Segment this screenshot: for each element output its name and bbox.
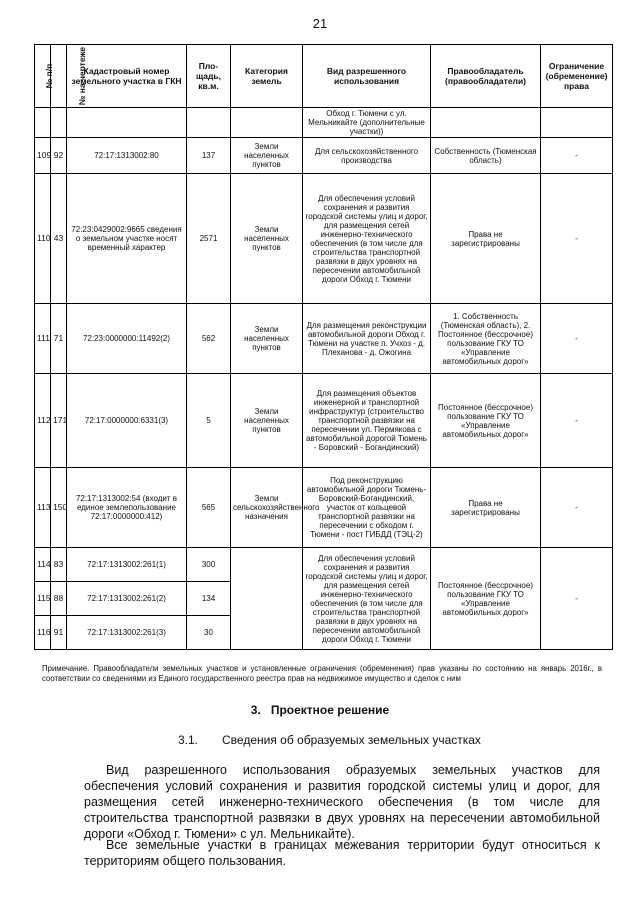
table-header-row — [35, 45, 613, 108]
subsection-heading — [178, 733, 481, 747]
continuation-text: Обход г. Тюмени с ул. Мельникайте (дополнительные участки)) — [303, 108, 431, 138]
table-row: 111 71 72:23:0000000:11492(2) 562 Земли населенных пунктов Для размещения реконструкции автомобильной дороги Обход г. Тюмени на участке п. Учхоз - д. Плеханова - д. Ожогина 1. Собственность (Тюменская область), 2. Постоянное (бессрочное) пользование ГКУ ТО «Управление автомобильных дорог» - — [35, 304, 613, 374]
table-row: 113 150 72:17:1313002:54 (входит в единое землепользование 72:17:0000000:412) 565 Земли сельскохозяйственного назначения Под реконструкцию автомобильной дороги Тюмень-Боровский-Богандинский, участок от кольцевой транспортной развязки на пересечении с обходом г. Тюмени - пост ГИБДД (ТЭЦ-2) Права не зарегистрированы - — [35, 468, 613, 548]
header-drawing: № на чертеже — [51, 45, 67, 108]
table-row: 115 88 72:17:1313002:261(2) 134 — [35, 582, 613, 616]
page-number: 21 — [312, 16, 328, 31]
header-use: Вид разрешенного использования — [303, 45, 431, 108]
section-number: 3. — [250, 703, 261, 717]
subsection-title: Сведения об образуемых земельных участках — [222, 733, 481, 747]
table-row: 114 83 72:17:1313002:261(1) 300 Для обеспечения условий сохранения и развития городской системы улиц и дорог, для размещения сетей инженерно-технического обеспечения (в том числе для строительства транспортной развязки в двух уровнях на пересечении автомобильной дороги Обход г. Тюмени Постоянное (бессрочное) пользование ГКУ ТО «Управление автомобильных дорог» - — [35, 548, 613, 582]
paragraph: Все земельные участки в границах межевания территории будут относиться к территориям общего пользования. — [84, 838, 600, 868]
table-note: Примечание. Правообладатели земельных участков и установленные ограничения (обременения) прав указаны по состоянию на январь 2016г., в соответствии со сведениями из Единого государственного реестра прав на недвижимое имущество и сделок с ним — [42, 664, 602, 683]
header-restriction: Ограничение (обременение) права — [541, 45, 613, 108]
section-heading — [0, 703, 640, 717]
paragraph: Вид разрешенного использования образуемых земельных участков для обеспечения условий сохранения и развития городской системы улиц и дорог, для размещения сетей инженерно-технического обеспечения (в том числе для строительства транспортной развязки в двух уровнях на пересечении автомобильной дороги «Обход г. Тюмени» с ул. Мельникайте). — [84, 763, 600, 841]
table-row: 110 43 72:23:0429002:9665 сведения о земельном участке носят временный характер 2571 Земли населенных пунктов Для обеспечения условий сохранения и развития городской системы улиц и дорог, для размещения сетей инженерно-технического обеспечения (в том числе для строительства транспортной развязки в двух уровнях на пересечении автомобильной дороги Обход г. Тюмени Права не зарегистрированы - — [35, 174, 613, 304]
header-area: Пло-щадь, кв.м. — [187, 45, 231, 108]
table-row: 116 91 72:17:1313002:261(3) 30 — [35, 616, 613, 650]
header-category: Категория земель — [231, 45, 303, 108]
section-title: Проектное решение — [270, 703, 390, 717]
header-num: № п/п — [35, 45, 51, 108]
subsection-number: 3.1. — [178, 733, 199, 747]
land-plots-table — [34, 44, 613, 650]
table-row: 112 171 72:17:0000000:6331(3) 5 Земли населенных пунктов Для размещения объектов инженерной и транспортной инфраструктур (строительство транспортной развязки на пересечении ул. Пермякова с автомобильной дорогой Тюмень - Боровский - Богандинский) Постоянное (бессрочное) пользование ГКУ ТО «Управление автомобильных дорог» - — [35, 374, 613, 468]
header-owner: Правообладатель (правообладатели) — [431, 45, 541, 108]
continuation-row — [35, 108, 613, 138]
table-row: 109 92 72:17:1313002:80 137 Земли населенных пунктов Для сельскохозяйственного производства Собственность (Тюменская область) - — [35, 138, 613, 174]
header-cadastral: Кадастровый номер земельного участка в ГКН — [67, 45, 187, 108]
